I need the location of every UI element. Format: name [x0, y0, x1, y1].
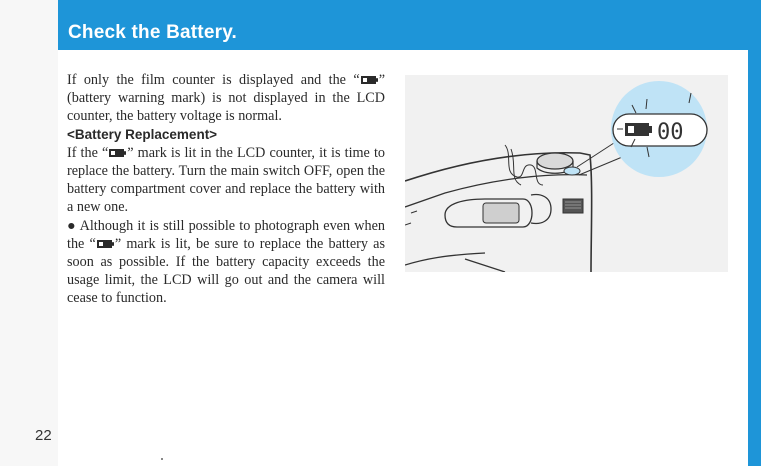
paragraph-battery-normal: [67, 71, 385, 126]
battery-warning-icon: [361, 76, 378, 84]
print-speck: [161, 458, 163, 460]
camera-drawing: [405, 75, 728, 272]
paragraph-text: If only the film counter is displayed and the “: [67, 72, 360, 88]
paragraph-text: ● Although it is still possible to photograph even when the “: [67, 217, 385, 252]
battery-warning-icon: [109, 149, 126, 157]
paragraph-text: If the “: [67, 144, 109, 161]
left-margin-band: [0, 0, 58, 466]
page-edge-tab: [748, 0, 761, 466]
lcd-digits: 00: [657, 120, 684, 145]
page-number: 22: [35, 427, 52, 444]
paragraph-replace-battery: [67, 144, 385, 217]
page-title: Check the Battery.: [68, 22, 238, 43]
paragraph-warning-note: [67, 217, 385, 308]
paragraph-text: ” mark is lit in the LCD counter, it is time to replace the battery. Turn the main switch OFF, open the battery compartment cover and replace the battery with a new one.: [67, 144, 385, 216]
paragraph-text: ” mark is lit, be sure to replace the battery as soon as possible. If the battery capacity exceeds the usage limit, the LCD will go out and the camera will cease to function.: [67, 235, 385, 307]
subheading-battery-replacement: <Battery Replacement>: [67, 126, 218, 142]
camera-illustration: [405, 75, 728, 272]
paragraph-text: ” (battery warning mark) is not displayed in the LCD counter, the battery voltage is normal.: [67, 72, 385, 125]
battery-warning-icon: [97, 240, 114, 248]
body-text: [67, 71, 385, 308]
